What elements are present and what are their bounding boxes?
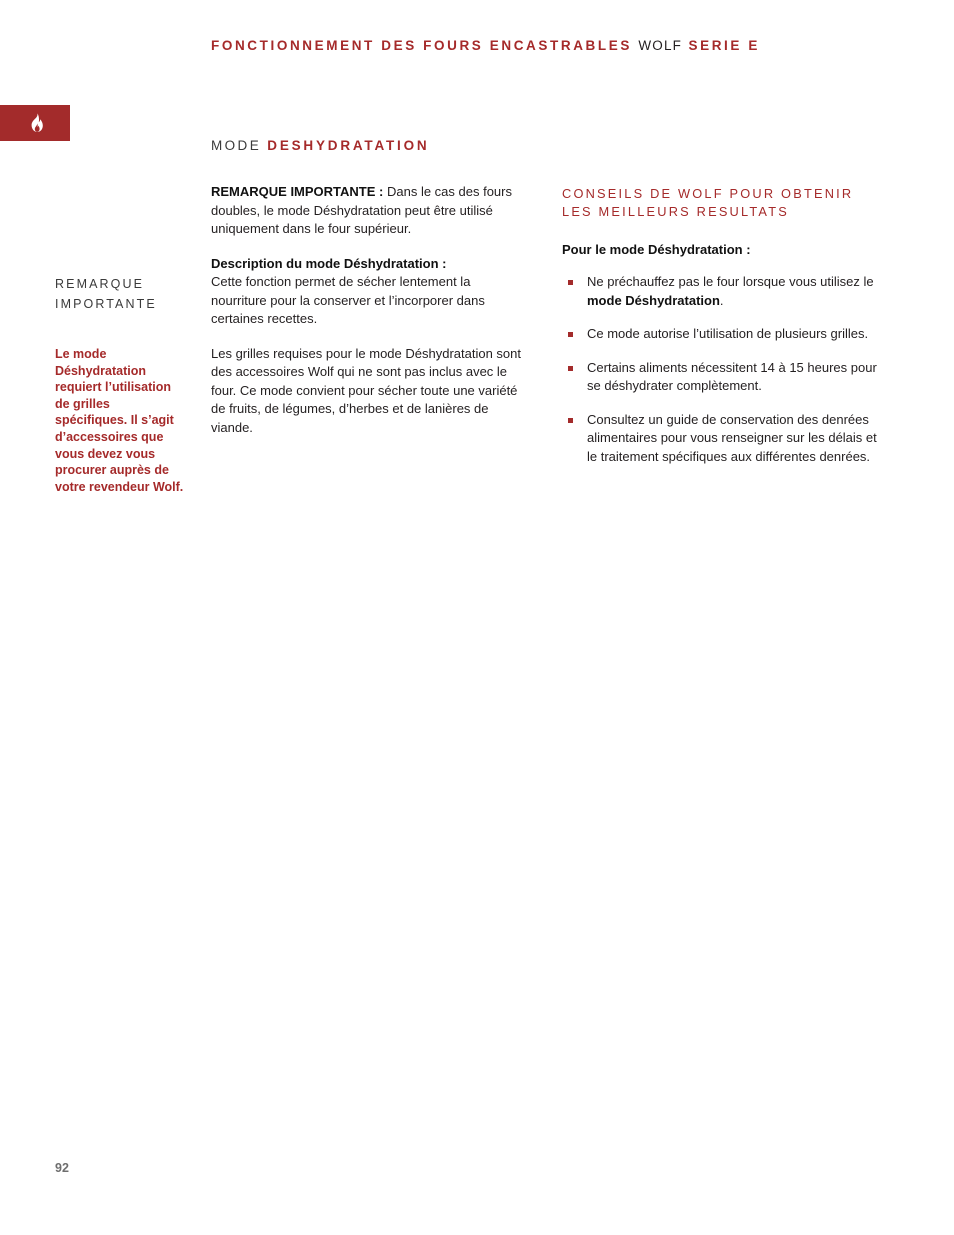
- running-header-brand: WOLF: [638, 38, 683, 53]
- list-item: [562, 325, 882, 344]
- running-header: [211, 38, 760, 53]
- paragraph-racks: Les grilles requises pour le mode Déshydratation sont des accessoires Wolf qui ne sont pas inclus avec le four. Ce mode convient pour sécher toute une variété de fruits, de légumes, d’herbes et de lanières de viande.: [211, 345, 522, 435]
- sidebar-heading-line-2: IMPORTANTE: [55, 297, 157, 311]
- page-title-mode-word: MODE: [211, 138, 262, 153]
- paragraph-important-note-text: Dans le cas des fours doubles, le mode Déshydratation peut être utilisé uniquement dans le four supérieur.: [211, 184, 512, 236]
- list-item-prefix: Ce mode autorise l’utilisation de plusieurs grilles.: [587, 326, 869, 341]
- list-item: [562, 273, 882, 310]
- tips-subheading: Pour le mode Déshydratation :: [562, 242, 751, 257]
- list-item-prefix: Certains aliments nécessitent 14 à 15 heures pour se déshydrater complètement.: [587, 359, 877, 393]
- main-text-column: [211, 183, 523, 437]
- list-item-prefix: Consultez un guide de conservation des denrées alimentaires pour vous renseigner sur les délais et le traitement spécifiques aux différentes denrées.: [587, 411, 877, 464]
- sidebar-heading-line-1: REMARQUE: [55, 277, 145, 291]
- running-header-series: SERIE E: [688, 38, 760, 53]
- tips-list: [562, 273, 882, 466]
- sidebar-note-text: Le mode Déshydratation requiert l’utilisation de grilles spécifiques. Il s’agit d’accessoires que vous devez vous procurer auprès de votre revendeur Wolf.: [55, 347, 184, 494]
- paragraph-important-note-label: REMARQUE IMPORTANTE :: [211, 184, 384, 199]
- tips-heading: [562, 185, 882, 221]
- list-item: [562, 359, 882, 396]
- paragraph-description-label: Description du mode Déshydratation :: [211, 255, 447, 271]
- list-item-bold: mode Déshydratation: [587, 292, 720, 308]
- tips-heading-line-1: CONSEILS DE WOLF POUR OBTENIR: [562, 186, 854, 201]
- tips-heading-line-2: LES MEILLEURS RESULTATS: [562, 204, 789, 219]
- sidebar-heading: [55, 274, 195, 314]
- section-marker-tab: [0, 105, 70, 141]
- bullet-square-icon: [568, 332, 573, 337]
- paragraph-description-text: Cette fonction permet de sécher lentement la nourriture pour la conserver et l’incorporer dans certaines recettes.: [211, 274, 485, 326]
- bullet-square-icon: [568, 280, 573, 285]
- bullet-square-icon: [568, 366, 573, 371]
- page-number: 92: [55, 1161, 69, 1175]
- flame-icon: [28, 113, 46, 133]
- paragraph-description: [211, 255, 523, 329]
- page-title-mode-name: DESHYDRATATION: [267, 138, 430, 153]
- paragraph-important-note: [211, 183, 523, 239]
- tips-column: [562, 185, 882, 466]
- running-header-title: FONCTIONNEMENT DES FOURS ENCASTRABLES: [211, 38, 632, 53]
- list-item-prefix: Ne préchauffez pas le four lorsque vous utilisez le: [587, 274, 874, 289]
- bullet-square-icon: [568, 418, 573, 423]
- page-title: [211, 138, 429, 153]
- list-item-suffix: .: [719, 292, 724, 308]
- list-item: [562, 411, 882, 467]
- sidebar-note-block: [55, 274, 195, 495]
